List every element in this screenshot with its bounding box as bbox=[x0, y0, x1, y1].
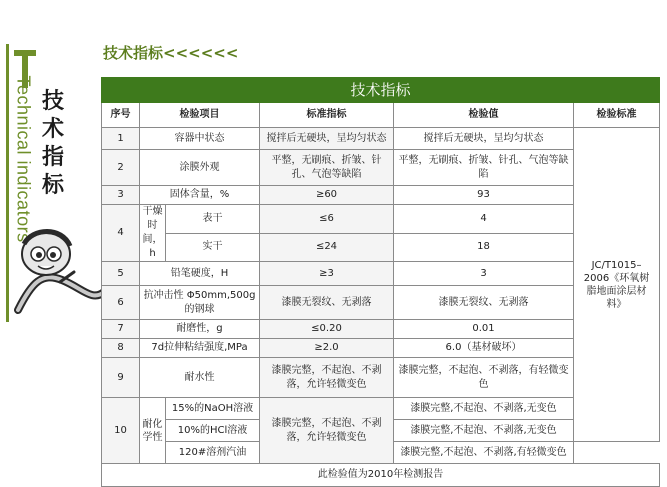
side-char: 指 bbox=[42, 145, 65, 170]
sub-item: 120#溶剂汽油 bbox=[166, 442, 260, 464]
standard-value: 搅拌后无硬块，呈均匀状态 bbox=[260, 128, 394, 150]
test-value: 漆膜完整,不起泡、不剥落,无变色 bbox=[394, 398, 574, 420]
test-item: 涂膜外观 bbox=[140, 150, 260, 186]
sub-item: 10%的HCl溶液 bbox=[166, 420, 260, 442]
sub-item: 15%的NaOH溶液 bbox=[166, 398, 260, 420]
test-item: 耐磨性，g bbox=[140, 320, 260, 339]
test-item: 铅笔硬度，H bbox=[140, 262, 260, 286]
test-item: 干燥时间，h bbox=[140, 205, 166, 262]
row-number: 7 bbox=[102, 320, 140, 339]
side-char: 标 bbox=[42, 173, 65, 198]
row-number: 2 bbox=[102, 150, 140, 186]
table-footer-note: 此检验值为2010年检测报告 bbox=[102, 464, 660, 487]
standard-value: 漆膜完整，不起泡、不剥落，允许轻微变色 bbox=[260, 398, 394, 464]
row-number: 10 bbox=[102, 398, 140, 464]
header-cell: 检验项目 bbox=[140, 103, 260, 128]
test-value: 93 bbox=[394, 186, 574, 205]
test-item: 抗冲击性 Φ50mm,500g的钢球 bbox=[140, 286, 260, 320]
test-value: 漆膜完整,不起泡、不剥落,有轻微变色 bbox=[394, 442, 574, 464]
side-divider bbox=[6, 44, 9, 322]
test-value: 平整，无刷痕、折皱、针孔、气泡等缺陷 bbox=[394, 150, 574, 186]
test-value: 漆膜完整，不起泡、不剥落，有轻微变色 bbox=[394, 358, 574, 398]
row-number: 9 bbox=[102, 358, 140, 398]
standard-value: 漆膜无裂纹、无剥落 bbox=[260, 286, 394, 320]
standard-value: ≥3 bbox=[260, 262, 394, 286]
mascot-illustration bbox=[12, 222, 108, 320]
test-value: 4 bbox=[394, 205, 574, 234]
test-item: 7d拉伸粘结强度,MPa bbox=[140, 339, 260, 358]
row-number: 4 bbox=[102, 205, 140, 262]
test-item: 耐水性 bbox=[140, 358, 260, 398]
sub-item: 实干 bbox=[166, 233, 260, 262]
header-cell: 序号 bbox=[102, 103, 140, 128]
standard-value: ≥60 bbox=[260, 186, 394, 205]
row-number: 6 bbox=[102, 286, 140, 320]
test-item: 耐化学性 bbox=[140, 398, 166, 464]
table-caption: 技术指标 bbox=[102, 78, 660, 103]
side-char: 技 bbox=[42, 89, 65, 114]
standard-value: 平整，无刷痕、折皱、针孔、气泡等缺陷 bbox=[260, 150, 394, 186]
test-item: 容器中状态 bbox=[140, 128, 260, 150]
test-value: 漆膜完整,不起泡、不剥落,无变色 bbox=[394, 420, 574, 442]
header-cell: 检验标准 bbox=[574, 103, 660, 128]
test-value: 0.01 bbox=[394, 320, 574, 339]
standard-value: ≤24 bbox=[260, 233, 394, 262]
standard-value: ≥2.0 bbox=[260, 339, 394, 358]
table-row bbox=[102, 128, 660, 150]
spec-table bbox=[101, 77, 659, 487]
row-number: 3 bbox=[102, 186, 140, 205]
sub-item: 表干 bbox=[166, 205, 260, 234]
header-cell: 检验值 bbox=[394, 103, 574, 128]
standard-value: ≤0.20 bbox=[260, 320, 394, 339]
header-cell: 标准指标 bbox=[260, 103, 394, 128]
side-english-title: Technical indicators bbox=[13, 75, 34, 243]
standard-value: 漆膜完整，不起泡、不剥落，允许轻微变色 bbox=[260, 358, 394, 398]
side-char: 术 bbox=[42, 117, 65, 142]
test-value: 搅拌后无硬块，呈均匀状态 bbox=[394, 128, 574, 150]
row-number: 5 bbox=[102, 262, 140, 286]
test-value: 18 bbox=[394, 233, 574, 262]
test-value: 漆膜无裂纹、无剥落 bbox=[394, 286, 574, 320]
side-chinese-title bbox=[42, 88, 68, 200]
row-number: 1 bbox=[102, 128, 140, 150]
standard-value: ≤6 bbox=[260, 205, 394, 234]
test-item: 固体含量，% bbox=[140, 186, 260, 205]
test-value: 3 bbox=[394, 262, 574, 286]
standard-reference: JC/T1015–2006《环氧树脂地面涂层材料》 bbox=[574, 128, 660, 442]
row-number: 8 bbox=[102, 339, 140, 358]
test-value: 6.0（基材破坏） bbox=[394, 339, 574, 358]
page-title: 技术指标<<<<<< bbox=[103, 44, 239, 62]
